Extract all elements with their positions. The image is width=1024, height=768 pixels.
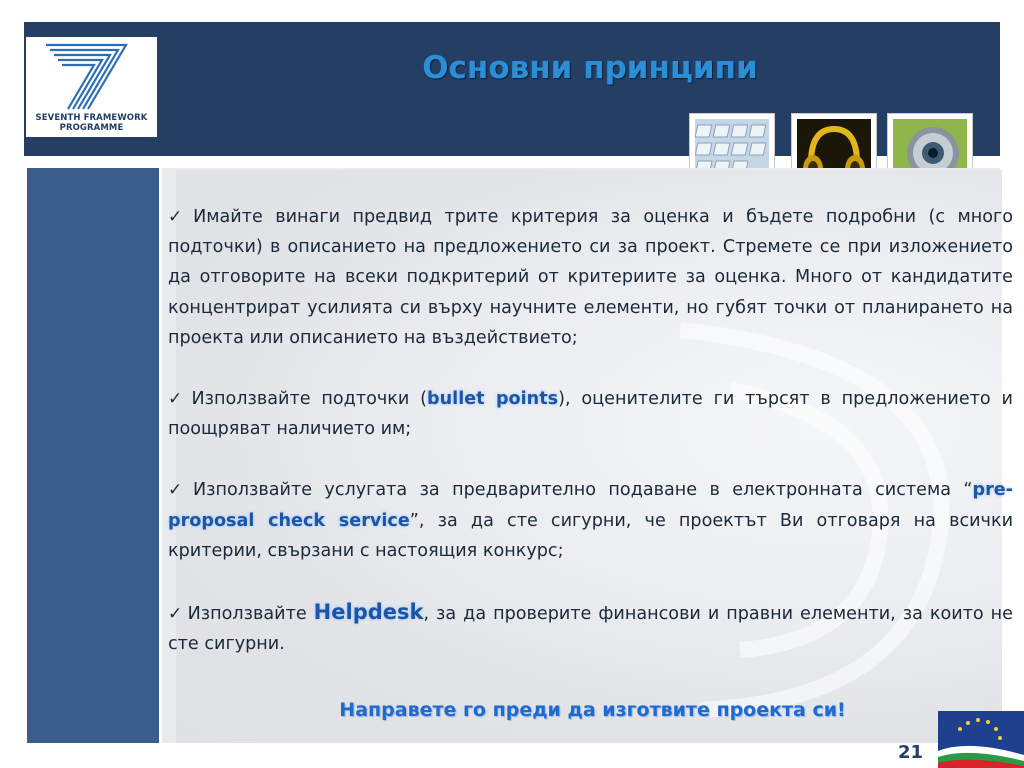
logo-line-1: SEVENTH FRAMEWORK <box>35 113 148 123</box>
pre-proposal-check-highlight: pre-proposal check service <box>168 480 1013 531</box>
bullet-item-1 <box>168 202 1013 353</box>
checkmark-icon: ✓ <box>168 604 184 625</box>
bullet-4-text-after: , за да проверите финансови и правни елементи, за които не сте сигурни. <box>168 604 1014 655</box>
bullet-3-text-after: ”, за да сте сигурни, че проектът Ви отговаря на всички критерии, свързани с настоящия конкурс; <box>168 510 1014 561</box>
bullet-2-text-before: Използвайте подточки ( <box>191 389 428 410</box>
bullet-item-3 <box>168 475 1013 566</box>
bullet-4-text-before: Използвайте <box>187 604 314 625</box>
checkmark-icon: ✓ <box>168 480 190 501</box>
fp7-seven-icon <box>26 37 157 111</box>
page-number: 21 <box>898 742 924 763</box>
bullet-item-2 <box>168 384 1013 444</box>
side-stripe <box>27 168 159 743</box>
logo-line-2: PROGRAMME <box>59 123 124 133</box>
slide-title: Основни принципи <box>422 50 758 86</box>
fp7-logo <box>26 37 157 137</box>
checkmark-icon: ✓ <box>168 389 188 410</box>
bullet-points-highlight: bullet points <box>427 389 559 410</box>
bullet-3-text-before: Използвайте услугата за предварително подаване в електронната система “ <box>193 480 973 501</box>
bullet-2-text-after: ), оценителите ги търсят в предложението и поощряват наличието им; <box>168 389 1013 440</box>
bullet-item-4 <box>168 597 1013 659</box>
checkmark-icon: ✓ <box>168 207 190 227</box>
closing-statement: Направете го преди да изготвите проекта си! <box>339 699 846 721</box>
bullet-list <box>168 202 1013 659</box>
bullet-1-text: Имайте винаги предвид трите критерия за оценка и бъдете подробни (с много подточки) в описанието на предложението си за проект. Стремете се при изложението да отговорите на всеки подкритерий от критериите за оценка. Много от кандидатите концентрират усилията си върху научните елементи, но губят точки от планирането на проекта или описанието на въздействието; <box>168 207 1013 348</box>
eu-bulgaria-flags-icon <box>938 711 1024 768</box>
helpdesk-highlight: Helpdesk <box>313 600 424 625</box>
